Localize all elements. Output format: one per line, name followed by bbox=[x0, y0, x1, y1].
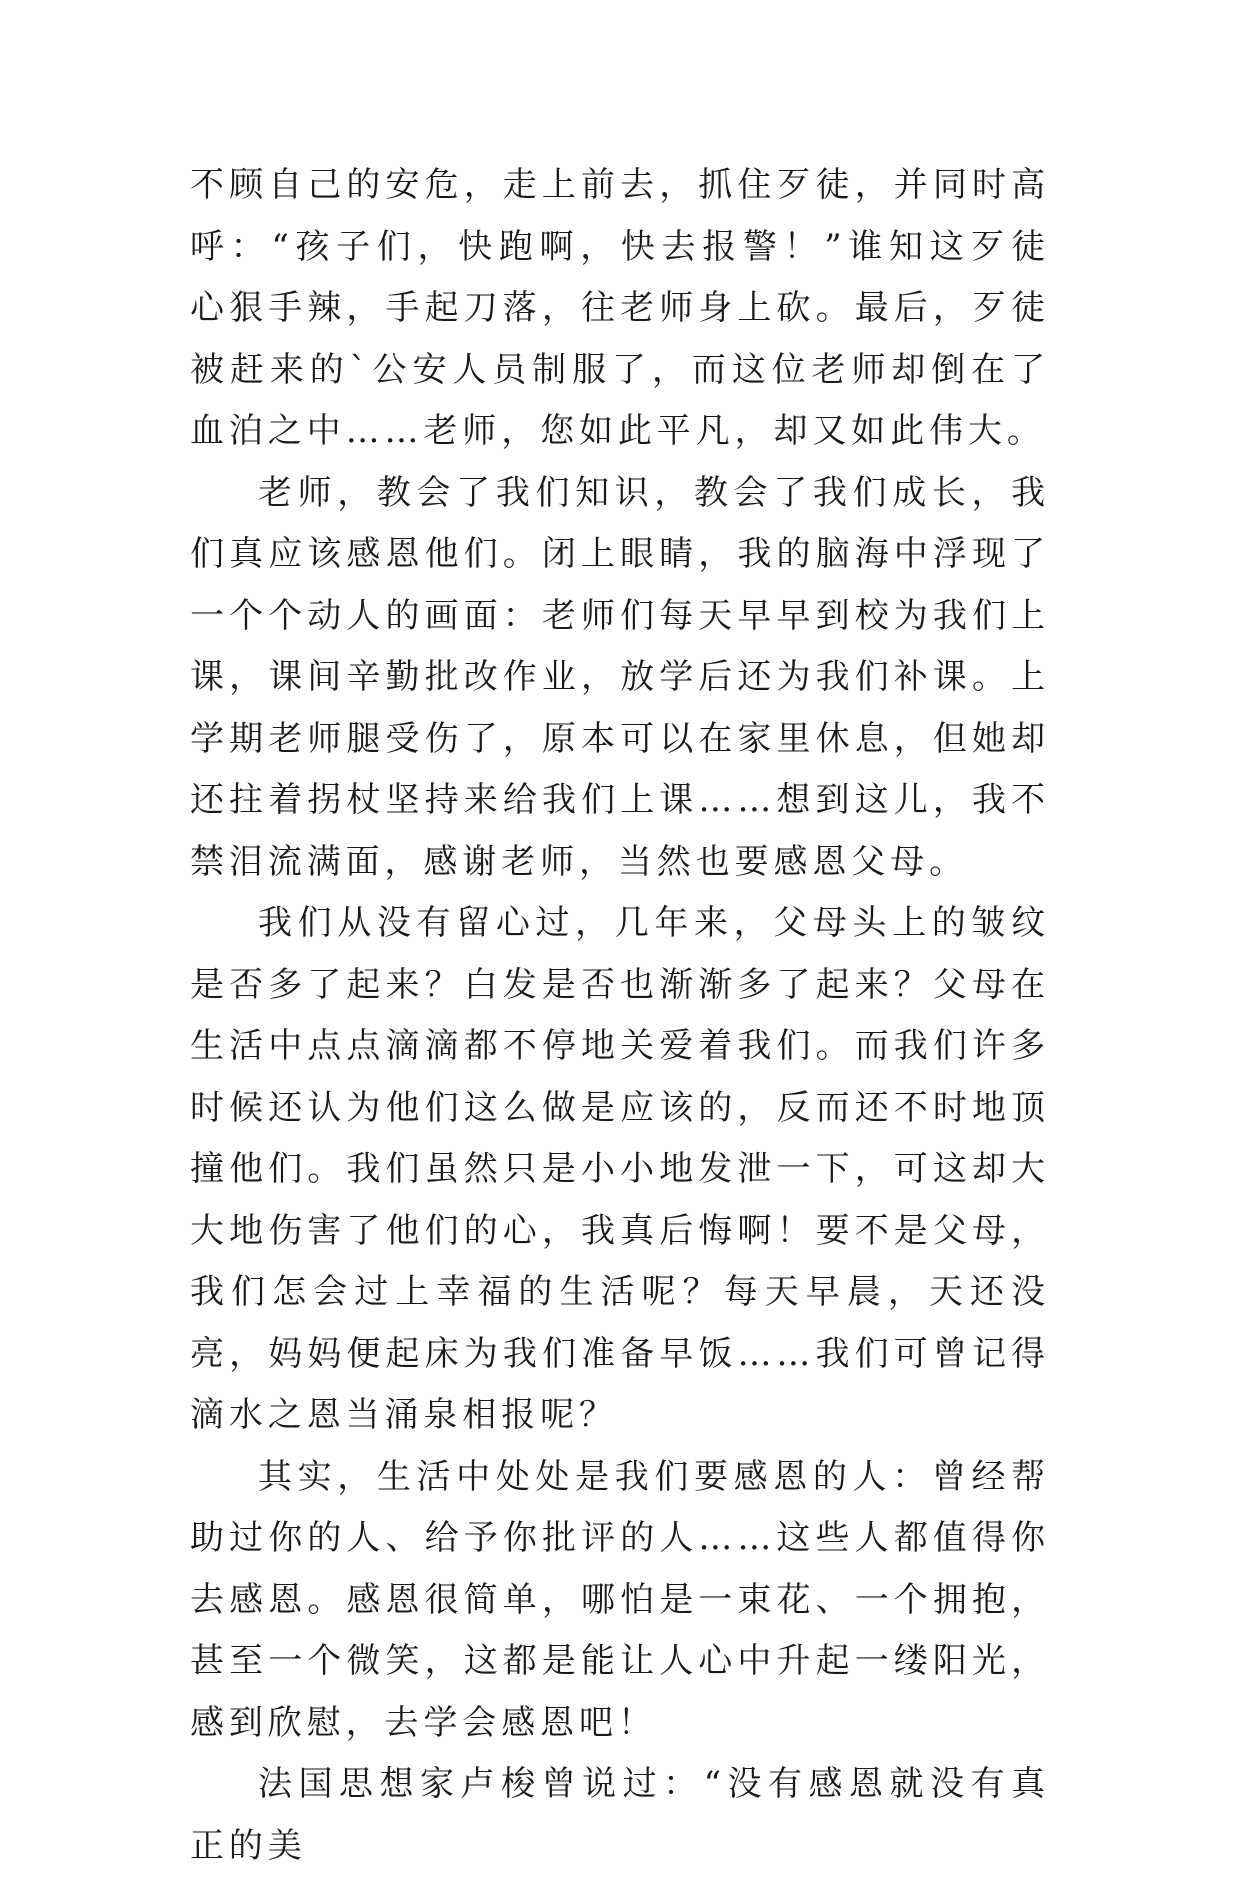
paragraph-3: 我们从没有留心过，几年来，父母头上的皱纹是否多了起来？白发是否也渐渐多了起来？父母在生活中点点滴滴都不停地关爱着我们。而我们许多时候还认为他们这么做是应该的，反而还不时地顶撞他们。我们虽然只是小小地发泄一下，可这却大大地伤害了他们的心，我真后悔啊！要不是父母，我们怎会过上幸福的生活呢？每天早晨，天还没亮，妈妈便起床为我们准备早饭……我们可曾记得滴水之恩当涌泉相报呢？ bbox=[190, 903, 1050, 1435]
paragraph-2: 老师，教会了我们知识，教会了我们成长，我们真应该感恩他们。闭上眼睛，我的脑海中浮现了一个个动人的画面：老师们每天早早到校为我们上课，课间辛勤批改作业，放学后还为我们补课。上学期老师腿受伤了，原本可以在家里休息，但她却还拄着拐杖坚持来给我们上课……想到这儿，我不禁泪流满面，感谢老师，当然也要感恩父母。 bbox=[190, 472, 1050, 882]
essay-body bbox=[190, 155, 1050, 1877]
paragraph-5: 法国思想家卢梭曾说过：“没有感恩就没有真正的美 bbox=[190, 1764, 1050, 1866]
paragraph-1: 不顾自己的安危，走上前去，抓住歹徒，并同时高呼：“孩子们，快跑啊，快去报警！”谁知这歹徒心狠手辣，手起刀落，往老师身上砍。最后，歹徒被赶来的`公安人员制服了，而这位老师却倒在了血泊之中……老师，您如此平凡，却又如此伟大。 bbox=[190, 165, 1050, 451]
paragraph-4: 其实，生活中处处是我们要感恩的人：曾经帮助过你的人、给予你批评的人……这些人都值得你去感恩。感恩很简单，哪怕是一束花、一个拥抱，甚至一个微笑，这都是能让人心中升起一缕阳光，感到欣慰，去学会感恩吧！ bbox=[190, 1456, 1050, 1743]
